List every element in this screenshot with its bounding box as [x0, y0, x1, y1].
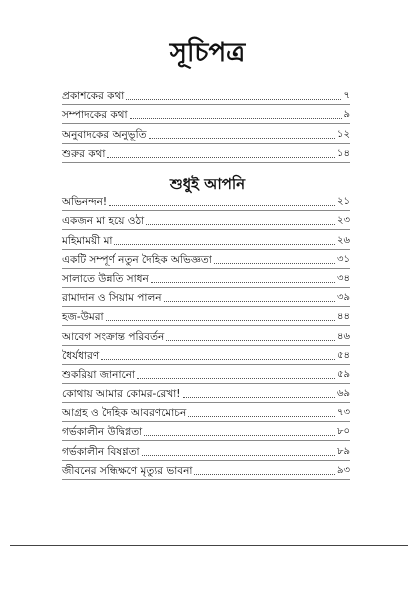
- entry-page: ৮৯: [337, 445, 350, 457]
- entry-title: হজ-উমরা: [62, 311, 104, 324]
- entry-title: রামাদান ও সিয়াম পালন: [62, 292, 162, 305]
- dot-leader: [183, 396, 336, 398]
- dot-leader: [106, 319, 335, 321]
- dot-leader: [149, 137, 335, 139]
- entry-title: অনুবাদকের অনুভূতি: [62, 128, 147, 141]
- entry-title: একটি সম্পূর্ণ নতুন দৈহিক অভিজ্ঞতা: [62, 253, 212, 266]
- toc-entry[interactable]: [62, 461, 350, 480]
- dot-leader: [188, 415, 335, 417]
- section-heading: শুধুই আপনি: [169, 175, 246, 193]
- dot-leader: [151, 281, 335, 283]
- entry-title: গর্ভকালীন বিষণ্ণতা: [62, 445, 140, 458]
- toc-entry[interactable]: [62, 441, 350, 460]
- toc-entry[interactable]: [62, 124, 350, 143]
- entry-title: আগ্রহ ও দৈহিক আবরণমোচন: [62, 407, 187, 420]
- toc-section-list: [62, 192, 350, 480]
- entry-title: জীবনের সন্ধিক্ষণে মৃত্যুর ভাবনা: [62, 464, 193, 477]
- toc-entry[interactable]: [62, 346, 350, 365]
- dot-leader: [114, 243, 335, 245]
- dot-leader: [130, 117, 342, 119]
- toc-entry[interactable]: [62, 144, 350, 163]
- toc-entry[interactable]: [62, 365, 350, 384]
- entry-page: ৯: [343, 109, 350, 121]
- toc-entry[interactable]: [62, 192, 350, 211]
- entry-page: ৮০: [337, 426, 350, 438]
- entry-title: কোথায় আমার কোমর-রেখা!: [62, 388, 181, 401]
- toc-entry[interactable]: [62, 288, 350, 307]
- dot-leader: [126, 98, 341, 100]
- toc-entry[interactable]: [62, 86, 350, 105]
- entry-title: সালাতে উন্নতি সাধন: [62, 272, 149, 285]
- dot-leader: [144, 434, 335, 436]
- dot-leader: [194, 473, 335, 475]
- entry-title: ধৈর্যধারণ: [62, 349, 100, 362]
- entry-page: ১২: [337, 128, 350, 140]
- entry-page: ৭৩: [336, 407, 350, 419]
- dot-leader: [109, 204, 335, 206]
- toc-entry[interactable]: [62, 307, 350, 326]
- entry-page: ২৬: [336, 234, 350, 246]
- entry-page: ৪৪: [337, 311, 350, 323]
- toc-entry[interactable]: [62, 326, 350, 345]
- entry-page: ২৩: [336, 215, 350, 227]
- dot-leader: [164, 300, 335, 302]
- toc-entry[interactable]: [62, 211, 350, 230]
- toc-entry[interactable]: [62, 269, 350, 288]
- dot-leader: [214, 262, 335, 264]
- toc-front-list: [62, 86, 350, 163]
- entry-page: ৯৩: [337, 464, 350, 476]
- toc-entry[interactable]: [62, 230, 350, 249]
- entry-title: আবেগ সংক্রান্ত পরিবর্তন: [62, 330, 165, 343]
- entry-title: একজন মা হয়ে ওঠা: [62, 215, 145, 228]
- entry-page: ৪৬: [337, 330, 350, 342]
- entry-page: ৩৯: [337, 292, 350, 304]
- toc-entry[interactable]: [62, 384, 350, 403]
- entry-title: প্রকাশকের কথা: [62, 90, 125, 103]
- entry-title: সম্পাদকের কথা: [62, 109, 128, 122]
- entry-title: অভিনন্দন!: [62, 196, 108, 209]
- entry-page: ৫৯: [337, 368, 350, 380]
- dot-leader: [166, 339, 335, 341]
- dot-leader: [107, 156, 335, 158]
- entry-title: শুকরিয়া জানানো: [62, 368, 136, 381]
- entry-page: ৩৪: [337, 272, 350, 284]
- entry-page: ১৪: [337, 147, 350, 159]
- entry-page: ২১: [337, 196, 350, 208]
- dot-leader: [142, 454, 335, 456]
- entry-title: মহিমাময়ী মা: [62, 234, 113, 247]
- toc-entry[interactable]: [62, 250, 350, 269]
- entry-page: ৭: [343, 90, 350, 102]
- entry-page: ৫৪: [337, 349, 350, 361]
- entry-title: গর্ভকালীন উদ্বিগ্নতা: [62, 426, 143, 439]
- entry-page: ৬৯: [337, 388, 350, 400]
- toc-entry[interactable]: [62, 105, 350, 124]
- toc-entry[interactable]: [62, 403, 350, 422]
- toc-entry[interactable]: [62, 422, 350, 441]
- dot-leader: [101, 358, 335, 360]
- dot-leader: [137, 377, 335, 379]
- page-divider: [10, 545, 408, 546]
- dot-leader: [146, 223, 335, 225]
- entry-page: ৩১: [337, 253, 350, 265]
- page-title: সূচিপত্র: [169, 38, 246, 68]
- entry-title: শুরুর কথা: [62, 147, 106, 160]
